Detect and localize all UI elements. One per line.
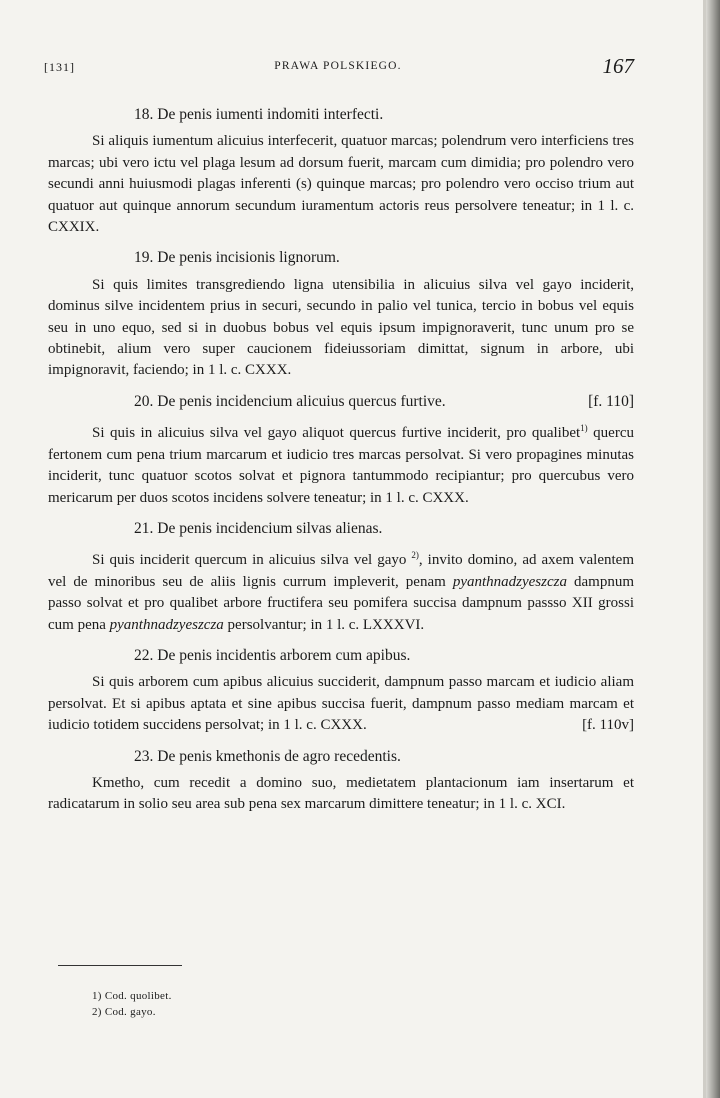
section-heading: 23. De penis kmethonis de agro recedentis. xyxy=(134,747,401,765)
polish-term: pyanthnadzyeszcza xyxy=(452,573,567,590)
section-heading: 21. De penis incidencium silvas alienas. xyxy=(134,519,383,537)
header-section-number: [131] xyxy=(44,60,75,74)
section-paragraph xyxy=(48,672,634,736)
footnote-reference: 2) xyxy=(411,550,419,561)
header-title: PRAWA POLSKIEGO. xyxy=(274,60,402,72)
footnote: 1) Cod. quolibet. xyxy=(92,990,172,1002)
page-number: 167 xyxy=(602,54,634,78)
paragraph-text: quercu fertonem cum pena trium marcarum et iudicio tres marcas persolvat. Si vero propagines minutas inciderit, tunc quatuor scotos solvat et pignora tantummodo recipiantur; pro quercubus vero mericarum per duos scotos incidens solvere teneatur; in 1 l. c. CXXX. xyxy=(48,425,634,506)
page-body xyxy=(48,98,634,816)
footnote-rule xyxy=(58,965,182,966)
paragraph-text: Si quis arborem cum apibus alicuius succiderit, dampnum passo marcam et iudicio aliam persolvat. Et si apibus aptata et sine apibus succisa fuerit, dampnum passo mediam marcam et iudicio totidem succidens persolvat; in 1 l. c. CXXX. xyxy=(48,674,634,734)
section-heading: 18. De penis iumenti indomiti interfecti. xyxy=(134,106,384,123)
paragraph-text: dampnum passo solvat et pro qualibet arbore fructifera seu pomifera succisa dampnum passso XII grossi cum pena xyxy=(48,573,634,633)
section-paragraph: Si aliquis iumentum alicuius interfecerit, quatuor marcas; polendrum vero interficiens tres marcas; ubi vero ictu vel plaga lesum ad dorsum fuerit, marcam cum dimidia; pro polendro vero secundi anni huiusmodi plagas inferenti (s) quinque marcas; pro polendro vero occiso trium aut quatuor aut quinque annorum secundum iuramentum actoris reus persolvere teneatur; in 1 l. c. CXXIX. xyxy=(48,133,634,236)
paragraph-text: persolvantur; in 1 l. c. LXXXVI. xyxy=(223,616,425,633)
section-heading: 22. De penis incidentis arborem cum apibus. xyxy=(134,646,411,664)
section-paragraph xyxy=(48,545,634,636)
footnote-reference: 1) xyxy=(580,423,588,434)
paragraph-text: , invito domino, ad axem valentem vel de minoribus seu de aliis lignis currum impleverit, penam xyxy=(48,552,634,590)
section-paragraph: Si quis limites transgrediendo ligna utensibilia in alicuius silva vel gayo inciderit, dominus silve incidentem prius in securi, secundo in palio vel tunica, tercio in bobus vel equis seu in uno equo, sed si in duobus bobus vel equis ipsum impignoraverit, tunc unum pro se obtinebit, alium vero super caucionem fideiussoriam dimittat, signum in arbore, ubi impignoravit, faciendo; in 1 l. c. CXXX. xyxy=(48,276,634,379)
page-edge-shadow xyxy=(704,0,720,1098)
folio-marker: [f. 110v] xyxy=(582,717,634,734)
section-heading-text: 20. De penis incidencium alicuius quercus furtive. xyxy=(134,392,446,410)
folio-marker: [f. 110] xyxy=(588,392,634,410)
section-heading xyxy=(134,391,634,412)
section-paragraph: Kmetho, cum recedit a domino suo, medietatem plantacionum iam insertarum et radicatarum in solio seu area sub pena sex marcarum dimittere teneatur; in 1 l. c. XCI. xyxy=(48,774,634,813)
running-header xyxy=(44,54,632,80)
paragraph-text: Si quis inciderit quercum in alicuius silva vel gayo xyxy=(92,552,407,569)
polish-term: pyanthnadzyeszcza xyxy=(109,616,224,633)
section-paragraph xyxy=(48,418,634,509)
paragraph-text: Si quis in alicuius silva vel gayo aliquot quercus furtive inciderit, pro qualibet xyxy=(92,425,581,442)
section-heading: 19. De penis incisionis lignorum. xyxy=(134,249,340,267)
footnote: 2) Cod. gayo. xyxy=(92,1006,156,1018)
page-edge-line xyxy=(703,0,706,1098)
